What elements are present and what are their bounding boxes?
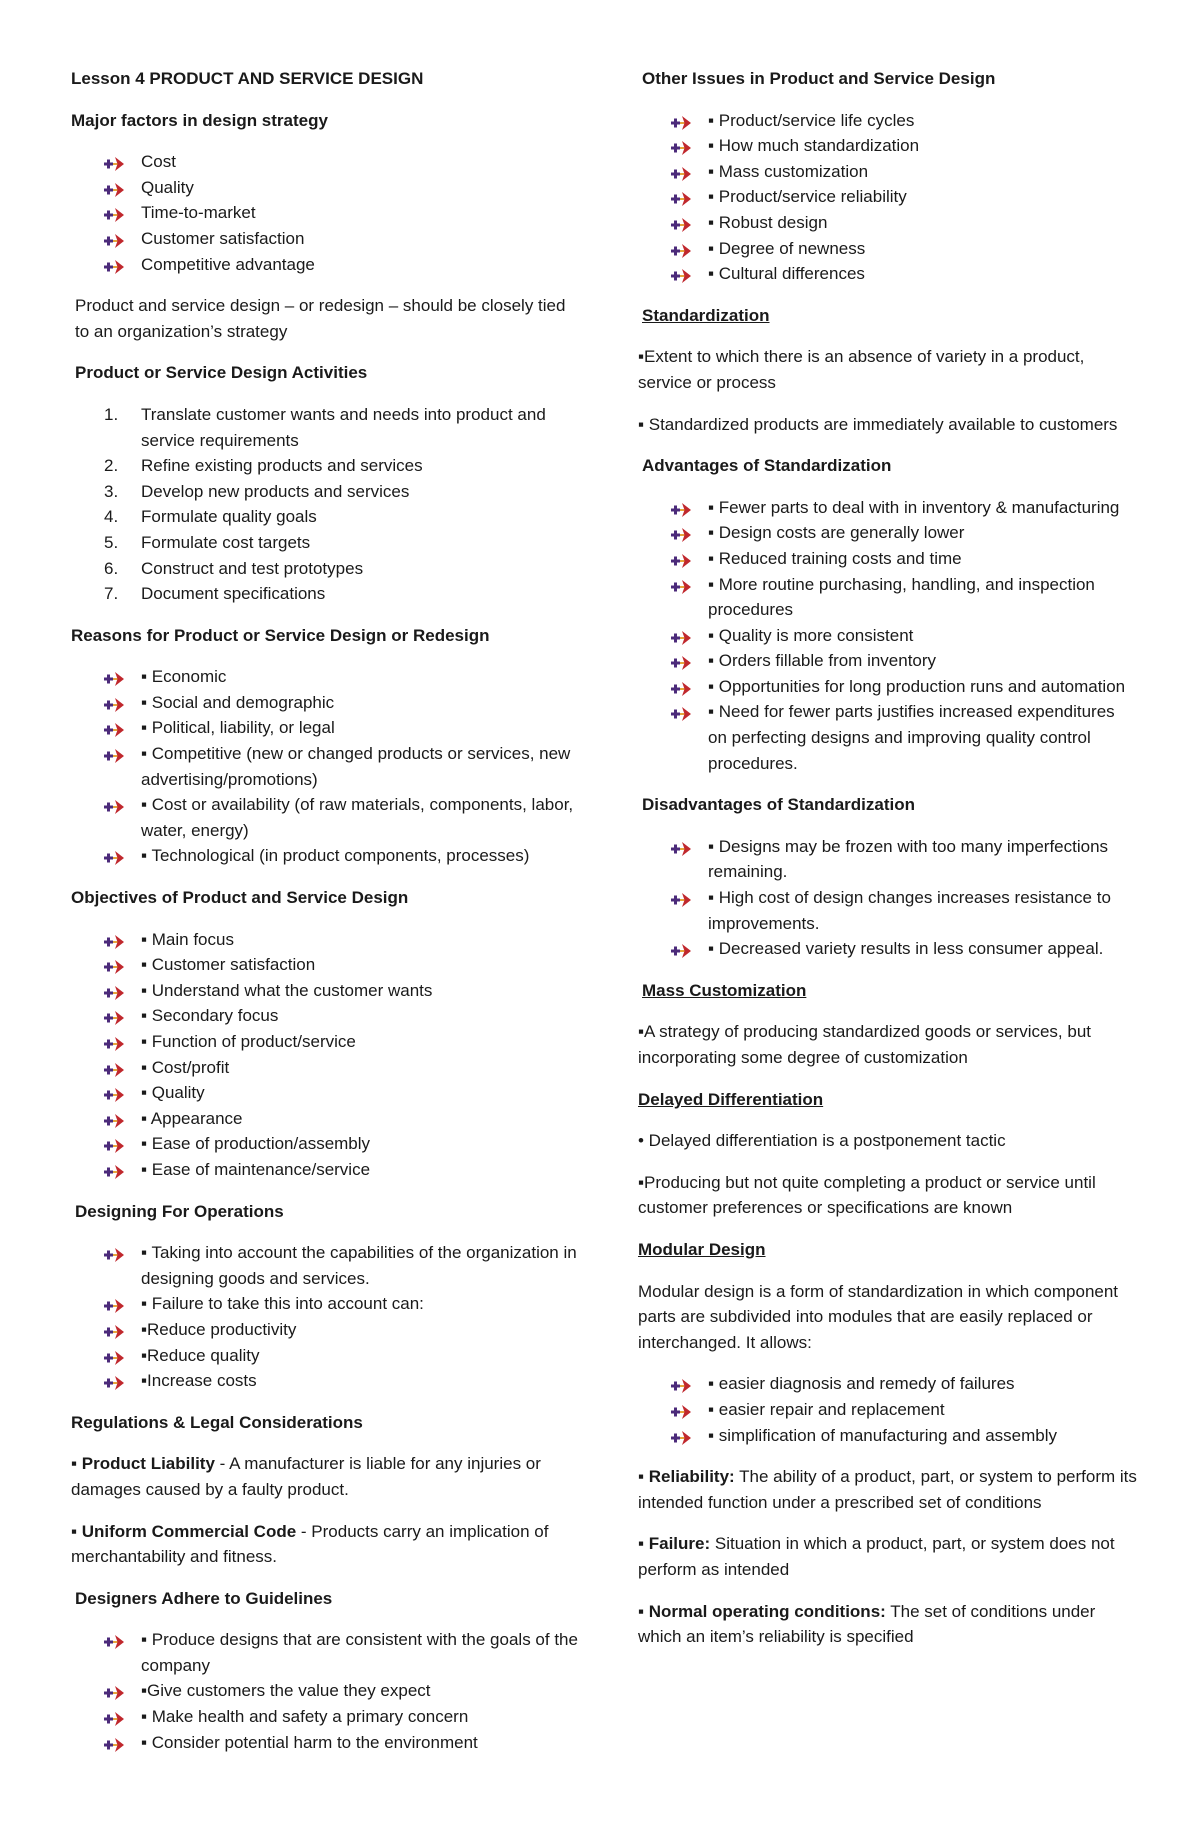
arrow-plus-bullet-icon	[103, 205, 125, 221]
list-item-text: ▪ Cultural differences	[708, 264, 865, 284]
failure-term: ▪ Failure:	[638, 1534, 711, 1554]
arrow-plus-bullet-icon	[103, 1060, 125, 1076]
arrow-plus-bullet-icon	[670, 653, 692, 669]
list-item	[71, 1368, 581, 1394]
arrow-plus-bullet-icon	[103, 1245, 125, 1261]
failure-paragraph	[638, 1531, 1138, 1582]
list-item-text: ▪Reduce quality	[141, 1345, 260, 1365]
list-item-text: ▪Increase costs	[141, 1371, 257, 1391]
arrow-plus-bullet-icon	[103, 1632, 125, 1648]
arrow-plus-bullet-icon	[103, 932, 125, 948]
activity-text: Translate customer wants and needs into product and service requirements	[141, 404, 546, 450]
activity-item	[71, 504, 581, 530]
ucc-text: - Products carry an implication of merchantability and fitness.	[71, 1521, 549, 1567]
delayed-differentiation-tactic: • Delayed differentiation is a postponement tactic	[638, 1131, 1006, 1151]
list-item	[638, 648, 1138, 674]
product-liability-paragraph	[71, 1451, 581, 1502]
product-liability-text: - A manufacturer is liable for any injuries or damages caused by a faulty product.	[71, 1454, 541, 1499]
ucc-term: ▪ Uniform Commercial Code	[71, 1521, 297, 1541]
arrow-plus-bullet-icon	[670, 113, 692, 129]
list-item	[638, 674, 1138, 700]
list-item	[71, 978, 581, 1004]
list-item	[638, 236, 1138, 262]
arrow-plus-bullet-icon	[103, 1373, 125, 1389]
reliability-paragraph	[638, 1464, 1138, 1515]
list-item	[71, 690, 581, 716]
normal-conditions-paragraph	[638, 1599, 1138, 1650]
activity-number: 7.	[104, 584, 119, 604]
modular-design-heading: Modular Design	[638, 1239, 766, 1259]
standardization-availability: ▪ Standardized products are immediately available to customers	[638, 414, 1118, 434]
list-item-text: ▪ Cost or availability (of raw materials, components, labor, water, energy)	[141, 795, 574, 840]
list-item-text: ▪ Quality is more consistent	[708, 625, 914, 645]
list-item	[71, 1055, 581, 1081]
arrow-plus-bullet-icon	[103, 1709, 125, 1725]
arrow-plus-bullet-icon	[103, 1008, 125, 1024]
arrow-plus-bullet-icon	[670, 839, 692, 855]
disadvantages-list	[638, 834, 1138, 962]
mass-customization-heading: Mass Customization	[642, 980, 807, 1000]
list-item	[638, 1397, 1138, 1423]
list-item-text: ▪ Cost/profit	[141, 1057, 230, 1077]
failure-text: Situation in which a product, part, or system does not perform as intended	[638, 1534, 1115, 1579]
list-item-text: ▪ Design costs are generally lower	[708, 523, 965, 543]
list-item-text: ▪ Make health and safety a primary concern	[141, 1707, 469, 1727]
list-item	[71, 149, 581, 175]
arrow-plus-bullet-icon	[670, 1402, 692, 1418]
delayed-differentiation-definition: ▪Producing but not quite completing a product or service until customer preferences or specifications are known	[638, 1172, 1096, 1218]
list-item-text: ▪ easier repair and replacement	[708, 1399, 945, 1419]
arrow-plus-bullet-icon	[103, 669, 125, 685]
reasons-list	[71, 664, 581, 869]
activity-text: Formulate quality goals	[141, 507, 317, 527]
list-item	[71, 1291, 581, 1317]
list-item-text: ▪ Quality	[141, 1083, 205, 1103]
list-item	[71, 252, 581, 278]
arrow-plus-bullet-icon	[103, 154, 125, 170]
list-item-text: ▪ Product/service life cycles	[708, 110, 915, 130]
list-item-text: ▪ Robust design	[708, 212, 828, 232]
list-item-text: ▪ Function of product/service	[141, 1032, 356, 1051]
list-item-text: Cost	[141, 152, 176, 172]
list-item	[638, 261, 1138, 287]
reliability-text: The ability of a product, part, or system to perform its intended function under a prescribed set of conditions	[638, 1467, 1137, 1512]
list-item	[638, 210, 1138, 236]
list-item-text: ▪ Ease of maintenance/service	[141, 1159, 371, 1179]
list-item-text: ▪ How much standardization	[708, 136, 920, 156]
modular-design-definition: Modular design is a form of standardization in which component parts are subdivided into modules that are easily replaced or interchanged. It allows:	[638, 1281, 1119, 1352]
list-item-text: ▪ Orders fillable from inventory	[708, 651, 937, 671]
list-item-text: ▪ Ease of production/assembly	[141, 1134, 371, 1154]
activities-list	[71, 402, 581, 607]
list-item-text: ▪ Failure to take this into account can:	[141, 1294, 424, 1314]
list-item	[638, 572, 1138, 623]
list-item	[638, 495, 1138, 521]
arrow-plus-bullet-icon	[103, 720, 125, 736]
activity-number: 6.	[104, 558, 119, 578]
list-item	[71, 792, 581, 843]
lesson-title: Lesson 4 PRODUCT AND SERVICE DESIGN	[71, 69, 424, 88]
list-item-text: ▪ simplification of manufacturing and assembly	[708, 1425, 1058, 1445]
standardization-definition: ▪Extent to which there is an absence of variety in a product, service or process	[638, 347, 1085, 392]
list-item	[71, 952, 581, 978]
arrow-plus-bullet-icon	[103, 797, 125, 813]
arrow-plus-bullet-icon	[670, 577, 692, 593]
list-item-text: ▪ Need for fewer parts justifies increased expenditures on perfecting designs and improving quality control procedures.	[708, 702, 1115, 773]
arrow-plus-bullet-icon	[103, 1085, 125, 1101]
list-item-text: Time-to-market	[141, 203, 256, 223]
reliability-term: ▪ Reliability:	[638, 1467, 735, 1487]
activities-heading: Product or Service Design Activities	[75, 363, 368, 383]
left-column	[71, 66, 581, 1771]
arrow-plus-bullet-icon	[103, 231, 125, 247]
list-item	[71, 741, 581, 792]
advantages-list	[638, 495, 1138, 777]
list-item-text: ▪ Secondary focus	[141, 1006, 279, 1026]
list-item	[71, 1080, 581, 1106]
activity-item	[71, 556, 581, 582]
list-item	[71, 1704, 581, 1730]
list-item	[638, 184, 1138, 210]
list-item	[638, 159, 1138, 185]
list-item	[71, 843, 581, 869]
arrow-plus-bullet-icon	[670, 189, 692, 205]
list-item	[71, 175, 581, 201]
factors-heading: Major factors in design strategy	[71, 110, 328, 130]
list-item-text: ▪ Decreased variety results in less consumer appeal.	[708, 939, 1104, 959]
list-item-text: ▪ High cost of design changes increases resistance to improvements.	[708, 888, 1111, 933]
factors-list	[71, 149, 581, 277]
activity-text: Develop new products and services	[141, 481, 410, 501]
other-issues-list	[638, 108, 1138, 287]
arrow-plus-bullet-icon	[103, 1136, 125, 1152]
list-item	[71, 1317, 581, 1343]
list-item	[638, 936, 1138, 962]
arrow-plus-bullet-icon	[103, 1296, 125, 1312]
reasons-heading: Reasons for Product or Service Design or Redesign	[71, 625, 490, 645]
arrow-plus-bullet-icon	[670, 1428, 692, 1444]
arrow-plus-bullet-icon	[670, 164, 692, 180]
list-item-text: Quality	[141, 177, 194, 197]
arrow-plus-bullet-icon	[103, 848, 125, 864]
arrow-plus-bullet-icon	[103, 1322, 125, 1338]
arrow-plus-bullet-icon	[103, 1683, 125, 1699]
list-item	[71, 927, 581, 953]
activity-item	[71, 479, 581, 505]
list-item	[638, 885, 1138, 936]
arrow-plus-bullet-icon	[670, 138, 692, 154]
standardization-heading: Standardization	[642, 305, 770, 325]
modular-design-list	[638, 1371, 1138, 1448]
normal-conditions-term: ▪ Normal operating conditions:	[638, 1601, 886, 1621]
activity-number: 5.	[104, 532, 119, 552]
activity-item	[71, 530, 581, 556]
list-item-text: ▪ Mass customization	[708, 161, 869, 181]
list-item	[71, 1730, 581, 1756]
arrow-plus-bullet-icon	[670, 1376, 692, 1392]
list-item	[638, 546, 1138, 572]
list-item	[638, 834, 1138, 885]
disadvantages-heading: Disadvantages of Standardization	[642, 795, 915, 815]
list-item	[638, 623, 1138, 649]
arrow-plus-bullet-icon	[103, 180, 125, 196]
list-item-text: ▪ Understand what the customer wants	[141, 980, 433, 1000]
arrow-plus-bullet-icon	[103, 1034, 125, 1050]
list-item	[638, 108, 1138, 134]
list-item-text: ▪ Consider potential harm to the environment	[141, 1732, 478, 1752]
list-item-text: ▪ Taking into account the capabilities of the organization in designing goods and services.	[141, 1243, 577, 1288]
objectives-list	[71, 927, 581, 1183]
delayed-differentiation-heading: Delayed Differentiation	[638, 1089, 824, 1109]
list-item	[71, 1157, 581, 1183]
list-item	[638, 520, 1138, 546]
arrow-plus-bullet-icon	[103, 1111, 125, 1127]
list-item-text: Customer satisfaction	[141, 228, 305, 248]
arrow-plus-bullet-icon	[103, 1162, 125, 1178]
list-item-text: ▪ Degree of newness	[708, 238, 866, 258]
activity-item	[71, 402, 581, 453]
list-item	[71, 1131, 581, 1157]
list-item-text: ▪ Produce designs that are consistent with the goals of the company	[141, 1630, 578, 1675]
activity-text: Construct and test prototypes	[141, 558, 364, 578]
arrow-plus-bullet-icon	[103, 1735, 125, 1751]
guidelines-heading: Designers Adhere to Guidelines	[75, 1588, 333, 1608]
list-item-text: ▪ Social and demographic	[141, 692, 335, 712]
arrow-plus-bullet-icon	[670, 679, 692, 695]
arrow-plus-bullet-icon	[670, 525, 692, 541]
arrow-plus-bullet-icon	[103, 1348, 125, 1364]
operations-heading: Designing For Operations	[75, 1201, 284, 1221]
list-item	[71, 1029, 581, 1055]
arrow-plus-bullet-icon	[670, 500, 692, 516]
arrow-plus-bullet-icon	[103, 957, 125, 973]
list-item	[71, 1678, 581, 1704]
list-item-text: ▪ Technological (in product components, processes)	[141, 846, 530, 866]
advantages-heading: Advantages of Standardization	[642, 456, 892, 476]
activity-number: 1.	[104, 404, 119, 424]
list-item-text: ▪ Political, liability, or legal	[141, 718, 335, 738]
list-item	[71, 1627, 581, 1678]
list-item-text: ▪Reduce productivity	[141, 1319, 297, 1339]
list-item	[71, 1003, 581, 1029]
list-item	[638, 1423, 1138, 1449]
activity-number: 4.	[104, 507, 119, 527]
list-item-text: ▪ Reduced training costs and time	[708, 548, 962, 568]
list-item	[71, 1343, 581, 1369]
arrow-plus-bullet-icon	[670, 890, 692, 906]
operations-list	[71, 1240, 581, 1394]
regulations-heading: Regulations & Legal Considerations	[71, 1412, 363, 1432]
arrow-plus-bullet-icon	[670, 241, 692, 257]
arrow-plus-bullet-icon	[103, 257, 125, 273]
list-item	[71, 1106, 581, 1132]
activity-item	[71, 581, 581, 607]
list-item	[71, 226, 581, 252]
mass-customization-definition: ▪A strategy of producing standardized goods or services, but incorporating some degree of customization	[638, 1022, 1092, 1067]
list-item-text: ▪ Designs may be frozen with too many imperfections remaining.	[708, 836, 1109, 882]
list-item	[638, 1371, 1138, 1397]
list-item-text: ▪ Economic	[141, 667, 227, 687]
activity-text: Formulate cost targets	[141, 532, 311, 552]
list-item	[71, 715, 581, 741]
arrow-plus-bullet-icon	[103, 983, 125, 999]
list-item-text: ▪ Main focus	[141, 929, 234, 949]
list-item-text: ▪ Opportunities for long production runs and automation	[708, 676, 1126, 696]
list-item	[71, 664, 581, 690]
list-item-text: ▪ Competitive (new or changed products or services, new advertising/promotions)	[141, 744, 571, 789]
arrow-plus-bullet-icon	[670, 628, 692, 644]
arrow-plus-bullet-icon	[670, 704, 692, 720]
normal-conditions-text: The set of conditions under which an item’s reliability is specified	[638, 1601, 1096, 1647]
list-item-text: ▪ Product/service reliability	[708, 187, 907, 207]
right-column	[638, 66, 1138, 1666]
arrow-plus-bullet-icon	[670, 551, 692, 567]
list-item	[71, 1240, 581, 1291]
arrow-plus-bullet-icon	[670, 266, 692, 282]
list-item-text: ▪ More routine purchasing, handling, and inspection procedures	[708, 574, 1095, 620]
list-item	[638, 699, 1138, 776]
objectives-heading: Objectives of Product and Service Design	[71, 888, 409, 908]
list-item-text: ▪ Customer satisfaction	[141, 955, 316, 975]
list-item	[71, 200, 581, 226]
product-liability-term: ▪ Product Liability	[71, 1454, 215, 1474]
guidelines-list	[71, 1627, 581, 1755]
list-item-text: ▪ easier diagnosis and remedy of failures	[708, 1374, 1015, 1394]
list-item-text: Competitive advantage	[141, 254, 315, 274]
list-item-text: ▪Give customers the value they expect	[141, 1681, 431, 1701]
arrow-plus-bullet-icon	[103, 695, 125, 711]
list-item	[638, 133, 1138, 159]
activity-number: 2.	[104, 456, 119, 476]
arrow-plus-bullet-icon	[670, 941, 692, 957]
other-issues-heading: Other Issues in Product and Service Design	[642, 69, 996, 88]
activity-item	[71, 453, 581, 479]
list-item-text: ▪ Appearance	[141, 1108, 243, 1128]
ucc-paragraph	[71, 1519, 581, 1570]
activity-text: Refine existing products and services	[141, 456, 423, 476]
activity-text: Document specifications	[141, 584, 326, 604]
arrow-plus-bullet-icon	[103, 746, 125, 762]
activity-number: 3.	[104, 481, 119, 501]
strategy-note: Product and service design – or redesign – should be closely tied to an organization’s strategy	[75, 296, 566, 341]
list-item-text: ▪ Fewer parts to deal with in inventory & manufacturing	[708, 497, 1120, 517]
arrow-plus-bullet-icon	[670, 215, 692, 231]
